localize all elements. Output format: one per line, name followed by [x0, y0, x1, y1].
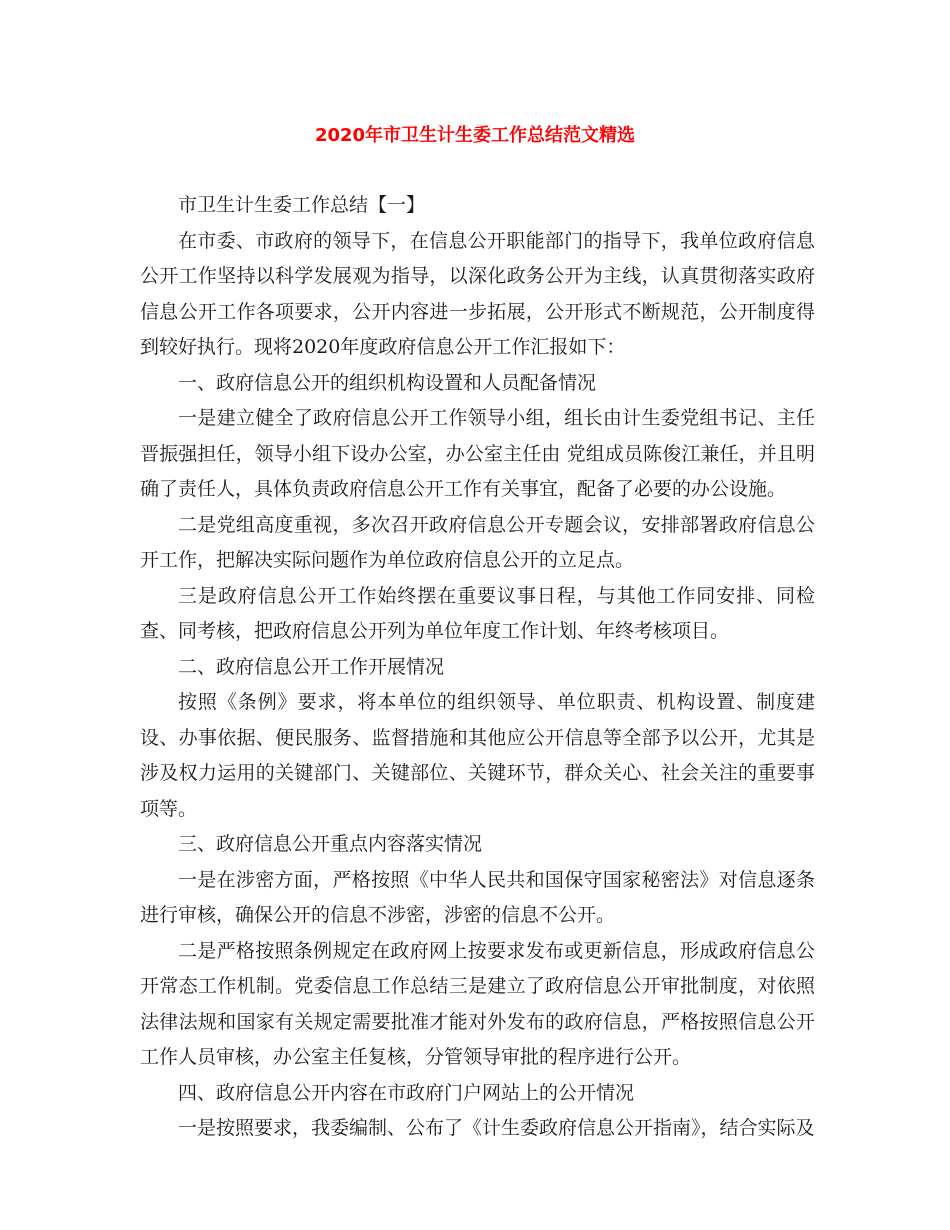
paragraph-regulations: 按照《条例》要求，将本单位的组织领导、单位职责、机构设置、制度建设、办事依据、便民服务、监督措施和其他应公开信息等全部予以公开，尤其是涉及权力运用的关键部门、关键部位、关键环节，群众关心、社会关注的重要事项等。 [140, 691, 815, 820]
paragraph-leadership-group: 一是建立健全了政府信息公开工作领导小组，组长由计生委党组书记、主任晋振强担任，领导小组下设办公室，办公室主任由 党组成员陈俊江兼任，并且明确了责任人，具体负责政府信息公开工作有关事宜，配备了必要的办公设施。 [140, 407, 815, 500]
paragraph-party-attention: 二是党组高度重视，多次召开政府信息公开专题会议，安排部署政府信息公开工作，把解决实际问题作为单位政府信息公开的立足点。 [140, 513, 815, 571]
paragraph-publishing-mechanism: 二是严格按照条例规定在政府网上按要求发布或更新信息，形成政府信息公开常态工作机制。党委信息工作总结三是建立了政府信息公开审批制度，对依照法律法规和国家有关规定需要批准才能对外发布的政府信息，严格按照信息公开工作人员审核，办公室主任复核，分管领导审批的程序进行公开。 [140, 939, 815, 1068]
section-heading-2: 二、政府信息公开工作开展情况 [178, 655, 445, 678]
paragraph-intro: 在市委、市政府的领导下，在信息公开职能部门的指导下，我单位政府信息公开工作坚持以科学发展观为指导，以深化政务公开为主线，认真贯彻落实政府信息公开工作各项要求，公开内容进一步拓展，公开形式不断规范，公开制度得到较好执行。现将2020年度政府信息公开工作汇报如下： [140, 229, 815, 358]
document-title: 2020年市卫生计生委工作总结范文精选 [314, 125, 636, 146]
section-heading-1: 一、政府信息公开的组织机构设置和人员配备情况 [178, 371, 597, 394]
paragraph-guide: 一是按照要求，我委编制、公布了《计生委政府信息公开指南》，结合实际及 [178, 1117, 815, 1139]
section-heading-4: 四、政府信息公开内容在市政府门户网站上的公开情况 [178, 1081, 635, 1104]
paragraph-confidentiality: 一是在涉密方面，严格按照《中华人民共和国保守国家秘密法》对信息逐条进行审核，确保公开的信息不涉密，涉密的信息不公开。 [140, 868, 815, 926]
section-heading-3: 三、政府信息公开重点内容落实情况 [178, 833, 483, 855]
section-heading-part-one: 市卫生计生委工作总结【一】 [178, 194, 426, 216]
document-body [140, 188, 815, 1147]
paragraph-agenda: 三是政府信息公开工作始终摆在重要议事日程，与其他工作同安排、同检查、同考核，把政府信息公开列为单位年度工作计划、年终考核项目。 [140, 584, 815, 642]
